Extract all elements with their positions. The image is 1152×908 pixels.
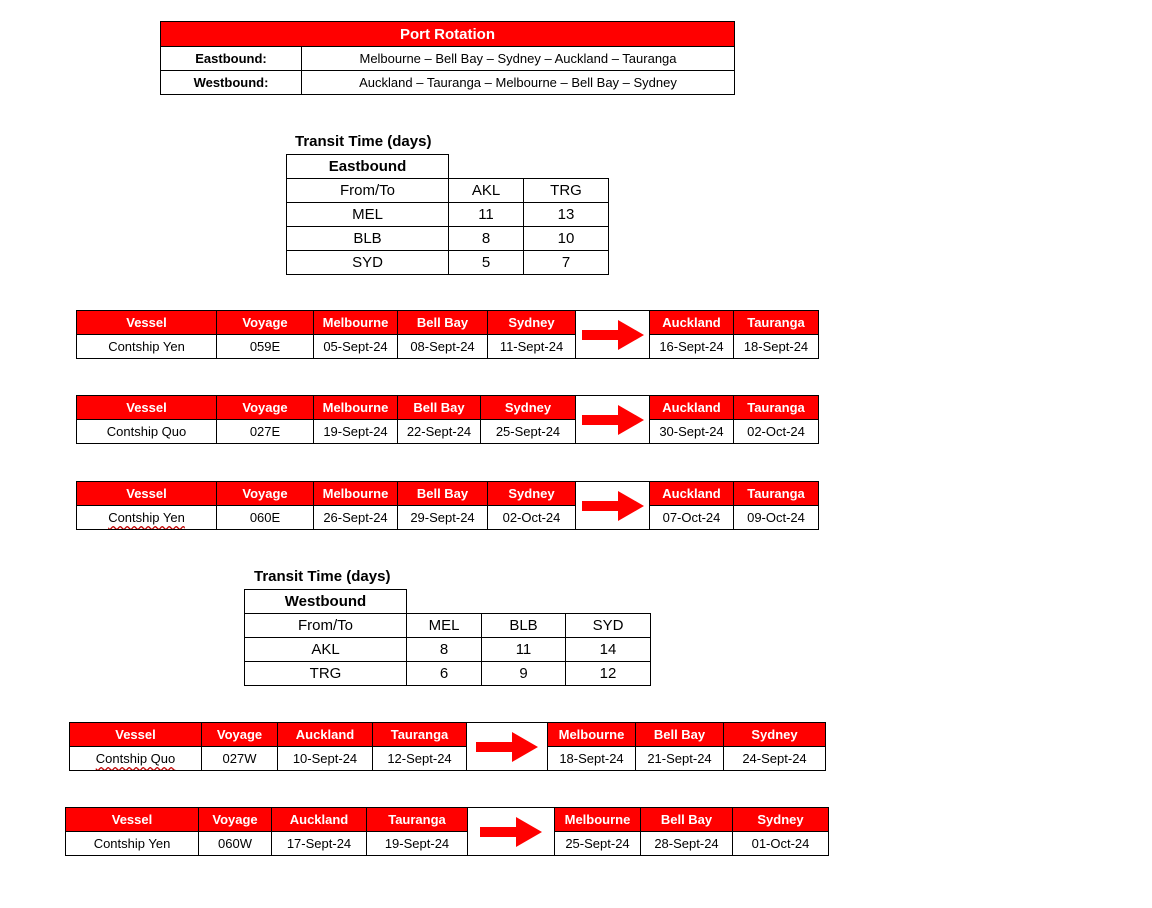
port-rotation-table — [160, 21, 735, 95]
voyage-code: 060W — [199, 832, 272, 856]
header-vessel: Vessel — [77, 311, 217, 335]
header-voyage: Voyage — [217, 482, 314, 506]
transit-east-title: Transit Time (days) — [295, 133, 432, 150]
port-date: 12-Sept-24 — [373, 747, 467, 771]
port-date: 19-Sept-24 — [314, 420, 398, 444]
header-port: Auckland — [278, 723, 373, 747]
port-date: 18-Sept-24 — [548, 747, 636, 771]
schedule-table — [65, 807, 829, 856]
vessel-name-text: Contship Yen — [108, 510, 185, 525]
header-port: Melbourne — [314, 482, 398, 506]
port-date: 02-Oct-24 — [734, 420, 819, 444]
arrow-cell — [576, 396, 650, 444]
arrow-cell — [468, 808, 555, 856]
header-voyage: Voyage — [217, 396, 314, 420]
right-arrow-icon — [582, 318, 644, 352]
port-date: 05-Sept-24 — [314, 335, 398, 359]
transit-west-col: SYD — [566, 614, 651, 638]
transit-west-cell: 9 — [482, 662, 566, 686]
header-port: Melbourne — [314, 311, 398, 335]
voyage-code: 027W — [202, 747, 278, 771]
port-date: 29-Sept-24 — [398, 506, 488, 530]
header-port: Auckland — [650, 396, 734, 420]
arrow-cell — [467, 723, 548, 771]
transit-west-title: Transit Time (days) — [254, 568, 391, 585]
port-rotation-title: Port Rotation — [161, 22, 735, 47]
eastbound-route: Melbourne – Bell Bay – Sydney – Auckland – Tauranga — [302, 47, 735, 71]
transit-west-table — [244, 589, 651, 686]
header-voyage: Voyage — [202, 723, 278, 747]
arrow-cell — [576, 482, 650, 530]
port-date: 19-Sept-24 — [367, 832, 468, 856]
transit-west-cell: 11 — [482, 638, 566, 662]
transit-east-cell: 10 — [524, 227, 609, 251]
header-port: Melbourne — [548, 723, 636, 747]
transit-east-cell: 13 — [524, 203, 609, 227]
port-date: 26-Sept-24 — [314, 506, 398, 530]
header-port: Sydney — [724, 723, 826, 747]
port-date: 10-Sept-24 — [278, 747, 373, 771]
schedule-table — [69, 722, 826, 771]
right-arrow-icon — [476, 730, 538, 764]
arrow-cell — [576, 311, 650, 359]
port-date: 16-Sept-24 — [650, 335, 734, 359]
transit-east-cell: 11 — [449, 203, 524, 227]
vessel-name: Contship Quo — [77, 420, 217, 444]
port-date: 28-Sept-24 — [641, 832, 733, 856]
transit-east-direction: Eastbound — [287, 155, 449, 179]
port-date: 08-Sept-24 — [398, 335, 488, 359]
transit-east-cell: 8 — [449, 227, 524, 251]
header-port: Tauranga — [734, 482, 819, 506]
right-arrow-icon — [582, 489, 644, 523]
header-port: Bell Bay — [398, 482, 488, 506]
transit-east-col: AKL — [449, 179, 524, 203]
transit-west-direction: Westbound — [245, 590, 407, 614]
schedule-table — [76, 395, 819, 444]
transit-east-from: SYD — [287, 251, 449, 275]
header-port: Tauranga — [734, 311, 819, 335]
header-port: Bell Bay — [636, 723, 724, 747]
header-voyage: Voyage — [217, 311, 314, 335]
transit-west-from: TRG — [245, 662, 407, 686]
transit-west-cell: 6 — [407, 662, 482, 686]
header-port: Sydney — [733, 808, 829, 832]
header-port: Melbourne — [314, 396, 398, 420]
transit-west-col: BLB — [482, 614, 566, 638]
port-date: 11-Sept-24 — [488, 335, 576, 359]
header-port: Tauranga — [734, 396, 819, 420]
header-port: Bell Bay — [641, 808, 733, 832]
vessel-name — [70, 747, 202, 771]
voyage-code: 027E — [217, 420, 314, 444]
port-date: 21-Sept-24 — [636, 747, 724, 771]
header-port: Bell Bay — [398, 311, 488, 335]
right-arrow-icon — [582, 403, 644, 437]
transit-west-cell: 12 — [566, 662, 651, 686]
vessel-name — [77, 506, 217, 530]
transit-west-col: MEL — [407, 614, 482, 638]
voyage-code: 060E — [217, 506, 314, 530]
transit-east-table — [286, 154, 609, 275]
header-port: Auckland — [650, 482, 734, 506]
port-date: 09-Oct-24 — [734, 506, 819, 530]
transit-east-cell: 7 — [524, 251, 609, 275]
transit-west-from: AKL — [245, 638, 407, 662]
right-arrow-icon — [480, 815, 542, 849]
port-date: 02-Oct-24 — [488, 506, 576, 530]
schedule-table — [76, 310, 819, 359]
transit-east-cell: 5 — [449, 251, 524, 275]
header-vessel: Vessel — [70, 723, 202, 747]
schedule-table — [76, 481, 819, 530]
transit-east-col: TRG — [524, 179, 609, 203]
port-date: 22-Sept-24 — [398, 420, 481, 444]
transit-west-fromto: From/To — [245, 614, 407, 638]
transit-east-fromto: From/To — [287, 179, 449, 203]
port-date: 25-Sept-24 — [555, 832, 641, 856]
port-date: 25-Sept-24 — [481, 420, 576, 444]
header-port: Tauranga — [373, 723, 467, 747]
transit-west-cell: 8 — [407, 638, 482, 662]
westbound-route: Auckland – Tauranga – Melbourne – Bell Bay – Sydney — [302, 71, 735, 95]
port-date: 30-Sept-24 — [650, 420, 734, 444]
vessel-name-text: Contship Quo — [95, 751, 176, 766]
westbound-label: Westbound: — [161, 71, 302, 95]
header-vessel: Vessel — [66, 808, 199, 832]
header-port: Sydney — [488, 482, 576, 506]
vessel-name: Contship Yen — [77, 335, 217, 359]
port-date: 18-Sept-24 — [734, 335, 819, 359]
header-port: Bell Bay — [398, 396, 481, 420]
header-port: Melbourne — [555, 808, 641, 832]
header-vessel: Vessel — [77, 396, 217, 420]
port-date: 24-Sept-24 — [724, 747, 826, 771]
vessel-name: Contship Yen — [66, 832, 199, 856]
header-port: Sydney — [481, 396, 576, 420]
transit-east-from: MEL — [287, 203, 449, 227]
header-vessel: Vessel — [77, 482, 217, 506]
transit-east-from: BLB — [287, 227, 449, 251]
voyage-code: 059E — [217, 335, 314, 359]
header-port: Auckland — [650, 311, 734, 335]
header-port: Auckland — [272, 808, 367, 832]
header-voyage: Voyage — [199, 808, 272, 832]
port-date: 01-Oct-24 — [733, 832, 829, 856]
header-port: Tauranga — [367, 808, 468, 832]
header-port: Sydney — [488, 311, 576, 335]
eastbound-label: Eastbound: — [161, 47, 302, 71]
port-date: 17-Sept-24 — [272, 832, 367, 856]
port-date: 07-Oct-24 — [650, 506, 734, 530]
transit-west-cell: 14 — [566, 638, 651, 662]
